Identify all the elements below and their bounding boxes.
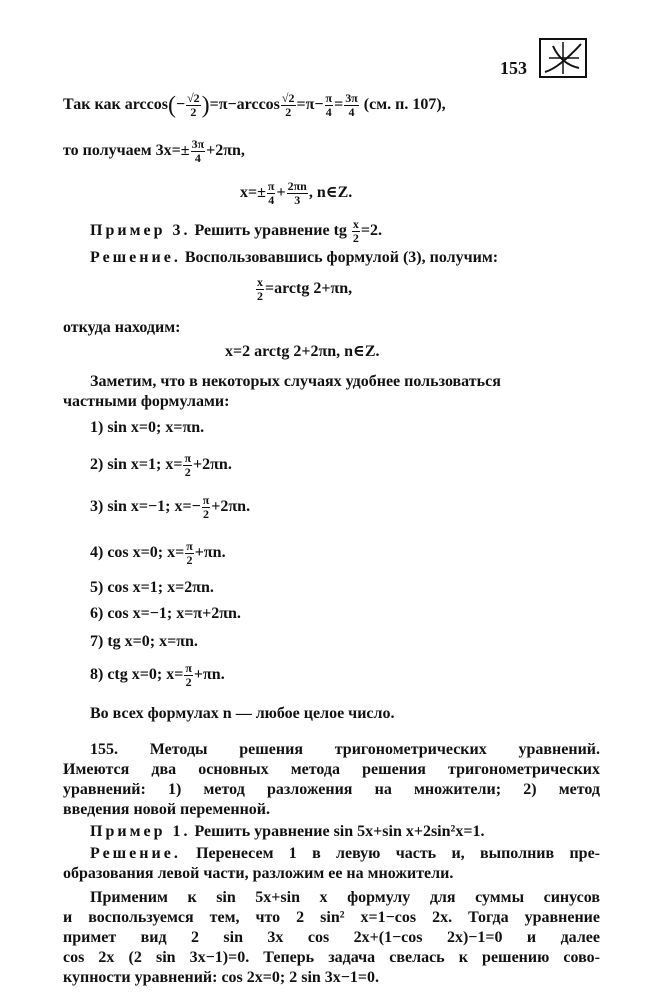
text-line: уравнений: 1) метод разложения на множители; 2) метод [63, 781, 600, 798]
text-line: Заметим, что в некоторых случаях удобнее пользоваться [90, 373, 501, 390]
formula-item: 7) tg x=0; x=πn. [90, 633, 198, 650]
graph-logo-icon [539, 38, 587, 78]
text-line: откуда находим: [63, 319, 181, 336]
solution-line: Решение. Воспользовавшись формулой (3), получим: [90, 249, 499, 266]
formula-item: 8) ctg x=0; x= $\frac{\pi}{2}$ +πn. [90, 661, 225, 689]
section-heading: 155. Методы решения тригонометрических уравнений. [90, 741, 600, 758]
text-line: Во всех формулах n — любое целое число. [90, 705, 395, 722]
formula-item: 5) cos x=1; x=2πn. [90, 579, 214, 596]
text-line: примет вид 2 sin 3x cos 2x+(1−cos 2x)−1=0 и далее [63, 929, 600, 946]
formula-item: 3) sin x=−1; x=− $\frac{\pi}{2}$ +2πn. [90, 493, 251, 521]
text-line: то получаем 3x=± $\frac{3\pi}{4}$ +2πn, [63, 137, 245, 165]
text-line: купности уравнений: cos 2x=0; 2 sin 3x−1=0. [63, 969, 380, 986]
solution-line: Решение. Перенесем 1 в левую часть и, выполнив пре- [90, 845, 600, 862]
text-line: cos 2x (2 sin 3x−1)=0. Теперь задача свелась к решению сово- [63, 949, 600, 966]
formula-line: $\frac{x}{2}$ =arctg 2+πn, [257, 275, 353, 303]
text-line: частными формулами: [63, 393, 230, 410]
page-number: 153 [500, 58, 527, 78]
formula-item: 1) sin x=0; x=πn. [90, 419, 205, 436]
example-line: Пример 1. Решить уравнение sin 5x+sin x+2sin²x=1. [90, 823, 485, 840]
formula-line: x=2 arctg 2+2πn, n∈Z. [225, 343, 380, 360]
text-line: Так как arccos(− $\frac{√2}{2}$ )=π−arccos $\frac{√2}{2}$ =π− $\frac{\pi}{4}$ = $\frac{3\pi}{4}$ (см. п. 107), [63, 91, 446, 119]
text-line: Применим к sin 5x+sin x формулу для суммы синусов [90, 889, 600, 906]
formula-line: x=± $\frac{\pi}{4}$ + $\frac{2\pi n}{3}$ , n∈Z. [240, 179, 353, 207]
text-line: Имеются два основных метода решения тригонометрических [63, 761, 600, 778]
text-line: образования левой части, разложим ее на множители. [63, 865, 454, 882]
formula-item: 6) cos x=−1; x=π+2πn. [90, 605, 241, 622]
text-line: введения новой переменной. [63, 801, 271, 818]
text-line: и воспользуемся тем, что 2 sin² x=1−cos 2x. Тогда уравнение [63, 909, 600, 926]
formula-item: 2) sin x=1; x= $\frac{\pi}{2}$ +2πn. [90, 451, 232, 479]
formula-item: 4) cos x=0; x= $\frac{\pi}{2}$ +πn. [90, 539, 226, 567]
example-line: Пример 3. Решить уравнение tg $\frac{x}{2}$ =2. [90, 217, 383, 245]
